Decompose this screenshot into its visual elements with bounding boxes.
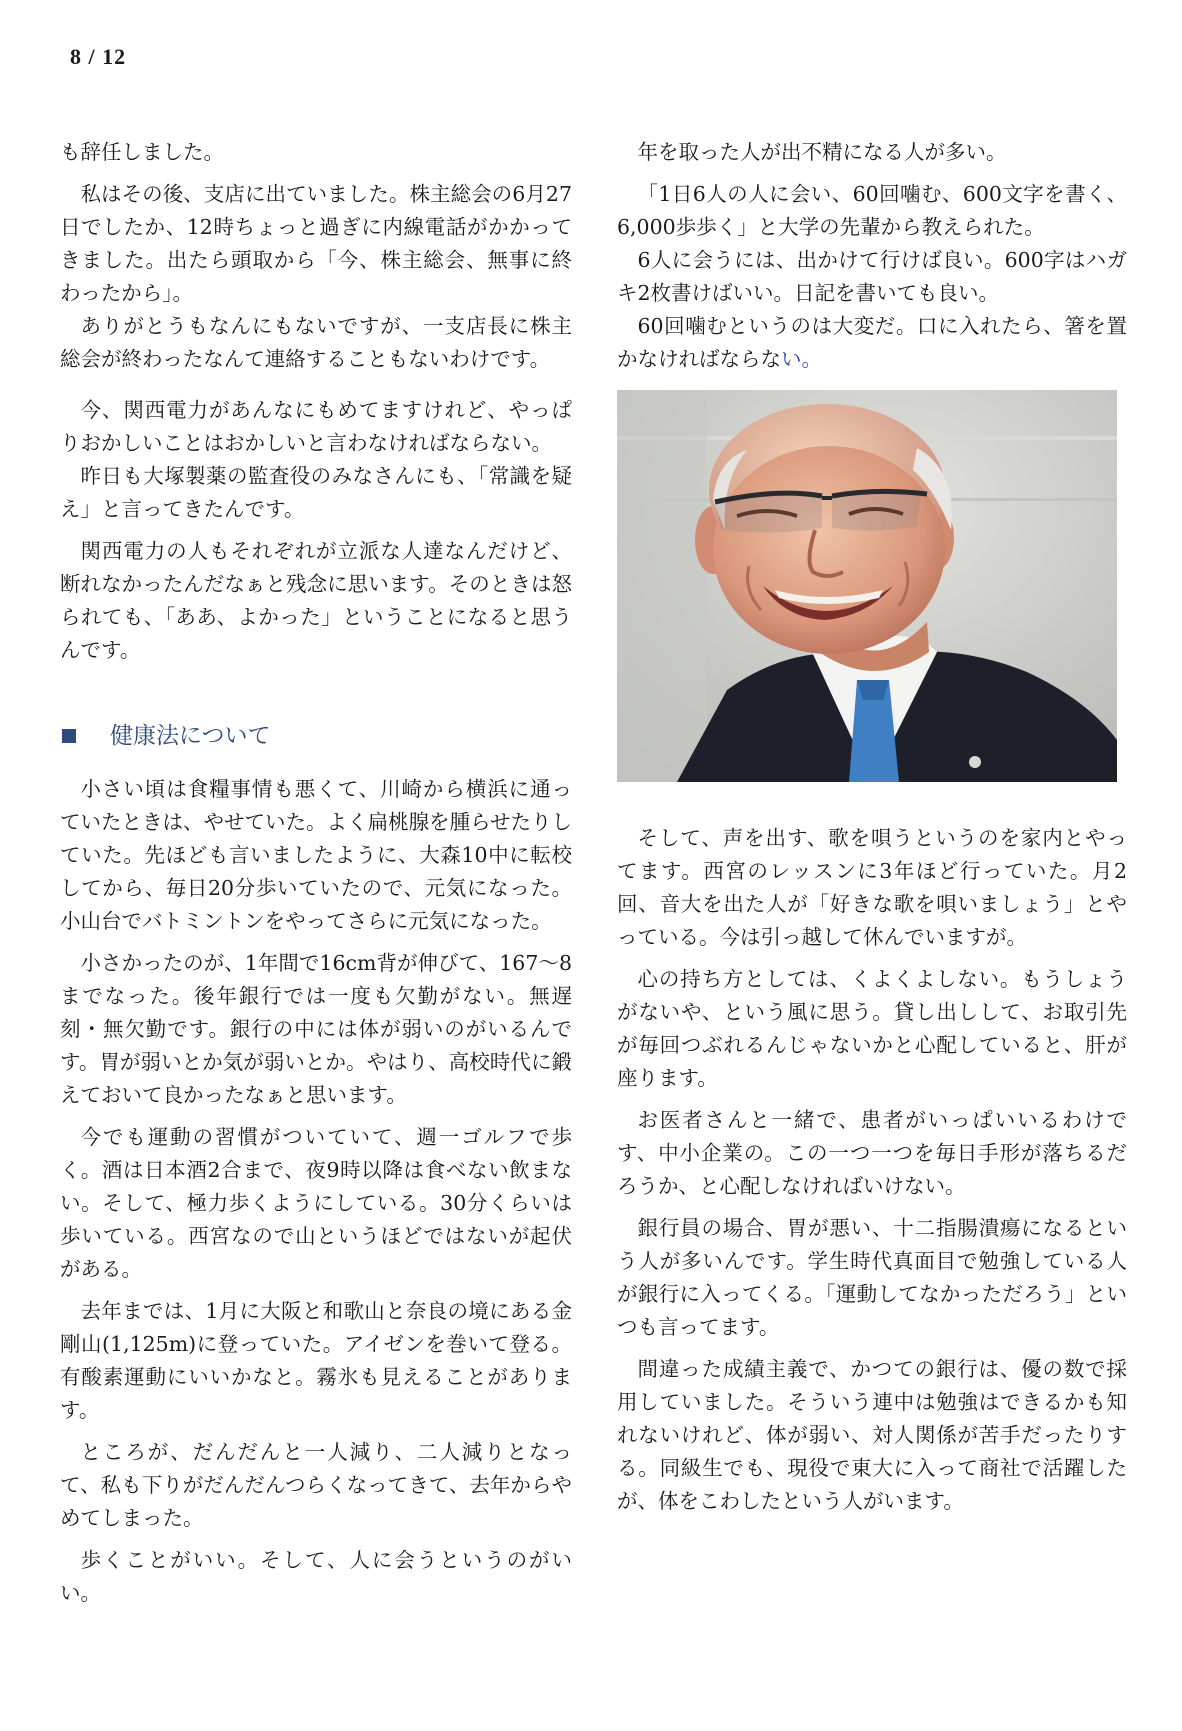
- paragraph-text: 60回噛むというのは大変だ。口に入れたら、箸を置かなければならな: [617, 314, 1127, 371]
- paragraph: 年を取った人が出不精になる人が多い。: [637, 140, 1007, 164]
- paragraph: 6人に会うには、出かけて行けば良い。600字はハガキ2枚書けばいい。日記を書いても良い。: [617, 248, 1127, 305]
- paragraph: ところが、だんだんと一人減り、二人減りとなって、私も下りがだんだんつらくなってきて、去年からやめてしまった。: [60, 1440, 572, 1530]
- section-heading: [60, 721, 572, 751]
- section-heading-text: 健康法について: [110, 723, 271, 749]
- paragraph: お医者さんと一緒で、患者がいっぱいいるわけです、中小企業の。この一つ一つを毎日手形が落ちるだろうか、と心配しなければいけない。: [617, 1108, 1127, 1198]
- paragraph: 歩くことがいい。そして、人に会うというのがいい。: [60, 1548, 572, 1605]
- portrait-illustration: [617, 390, 1117, 782]
- paragraph: 小さかったのが、1年間で16cm背が伸びて、167～8までなった。後年銀行では一度も欠勤がない。無遅刻・無欠勤です。銀行の中には体が弱いのがいるんです。胃が弱いとか気が弱いとか。やはり、高校時代に鍛えておいて良かったなぁと思います。: [60, 951, 572, 1107]
- page-number: 8 / 12: [70, 44, 127, 69]
- paragraph: 私はその後、支店に出ていました。株主総会の6月27日でしたか、12時ちょっと過ぎに内線電話がかかってきました。出たら頭取から「今、株主総会、無事に終わったから」。: [60, 182, 572, 305]
- paragraph: そして、声を出す、歌を唄うというのを家内とやってます。西宮のレッスンに3年ほど行っていた。月2回、音大を出た人が「好きな歌を唄いましょう」とやっている。今は引っ越して休んでいますが。: [617, 826, 1127, 949]
- portrait-photo: [617, 390, 1117, 782]
- paragraph: 小さい頃は食糧事情も悪くて、川崎から横浜に通っていたときは、やせていた。よく扁桃腺を腫らせたりしていた。先ほども言いましたように、大森10中に転校してから、毎日20分歩いていたので、元気になった。小山台でバトミントンをやってさらに元気になった。: [60, 777, 572, 933]
- paragraph: も辞任しました。: [60, 140, 224, 164]
- paragraph: 間違った成績主義で、かつての銀行は、優の数で採用していました。そういう連中は勉強はできるかも知れないけれど、体が弱い、対人関係が苦手だったりする。同級生でも、現役で東大に入って商社で活躍したが、体をこわしたという人がいます。: [617, 1357, 1127, 1513]
- paragraph: 昨日も大塚製薬の監査役のみなさんにも、「常識を疑え」と言ってきたんです。: [60, 464, 572, 521]
- right-column: [617, 136, 1127, 1527]
- left-column: [60, 136, 572, 1619]
- paragraph-accent-text: い。: [781, 347, 822, 371]
- paragraph: 去年までは、1月に大阪と和歌山と奈良の境にある金剛山(1,125m)に登っていた。アイゼンを巻いて登る。有酸素運動にいいかなと。霧氷も見えることがあります。: [60, 1299, 572, 1422]
- paragraph: 「1日6人の人に会い、60回噛む、600文字を書く、6,000歩歩く」と大学の先輩から教えられた。: [617, 182, 1127, 239]
- paragraph: 今でも運動の習慣がついていて、週一ゴルフで歩く。酒は日本酒2合まで、夜9時以降は食べない飲まない。そして、極力歩くようにしている。30分くらいは歩いている。西宮なので山というほどではないが起伏がある。: [60, 1125, 572, 1281]
- paragraph: ありがとうもなんにもないですが、一支店長に株主総会が終わったなんて連絡することもないわけです。: [60, 314, 572, 371]
- square-bullet-icon: [62, 729, 76, 743]
- paragraph: 今、関西電力があんなにもめてますけれど、やっぱりおかしいことはおかしいと言わなければならない。: [60, 398, 572, 455]
- paragraph: [617, 310, 1127, 376]
- paragraph: 関西電力の人もそれぞれが立派な人達なんだけど、断れなかったんだなぁと残念に思います。そのときは怒られても、「ああ、よかった」ということになると思うんです。: [60, 539, 572, 662]
- paragraph: 心の持ち方としては、くよくよしない。もうしょうがないや、という風に思う。貸し出しして、お取引先が毎回つぶれるんじゃないかと心配していると、肝が座ります。: [617, 967, 1127, 1090]
- paragraph: 銀行員の場合、胃が悪い、十二指腸潰瘍になるという人が多いんです。学生時代真面目で勉強している人が銀行に入ってくる。「運動してなかっただろう」といつも言ってます。: [617, 1216, 1127, 1339]
